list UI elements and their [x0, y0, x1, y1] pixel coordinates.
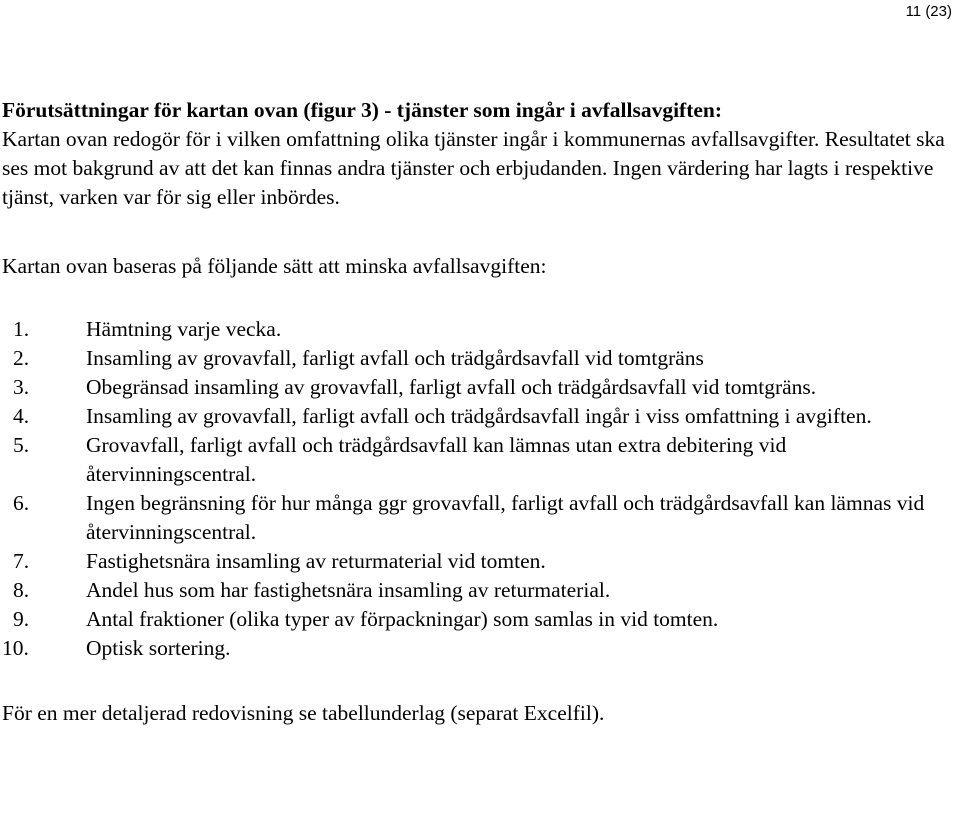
document-body: [2, 96, 952, 728]
list-item-text: Insamling av grovavfall, farligt avfall och trädgårdsavfall vid tomtgräns: [86, 346, 704, 370]
section-heading: Förutsättningar för kartan ovan (figur 3) - tjänster som ingår i avfallsavgiften:: [2, 98, 723, 122]
list-item-number: 9.: [13, 607, 30, 631]
list-item: [2, 547, 952, 576]
list-item: [2, 605, 952, 634]
list-item-number: 5.: [13, 433, 30, 457]
list-item-number: 8.: [13, 578, 30, 602]
list-item: [2, 344, 952, 373]
list-item: [2, 634, 952, 663]
criteria-intro: Kartan ovan baseras på följande sätt att minska avfallsavgiften:: [2, 254, 547, 278]
list-item-text: Hämtning varje vecka.: [86, 317, 282, 341]
list-item-text: Fastighetsnära insamling av returmaterial vid tomten.: [86, 549, 546, 573]
list-item-text: Andel hus som har fastighetsnära insamling av returmaterial.: [86, 578, 611, 602]
list-item-text: Insamling av grovavfall, farligt avfall och trädgårdsavfall ingår i viss omfattning i avgiften.: [86, 404, 872, 428]
criteria-list: [2, 315, 952, 663]
list-item-text: Antal fraktioner (olika typer av förpackningar) som samlas in vid tomten.: [86, 607, 719, 631]
list-item-text: Optisk sortering.: [86, 636, 231, 660]
list-item-number: 4.: [13, 404, 30, 428]
list-item-number: 1.: [13, 317, 30, 341]
list-item: [2, 576, 952, 605]
list-item-text: Grovavfall, farligt avfall och trädgårdsavfall kan lämnas utan extra debitering vid återvinningscentral.: [86, 433, 787, 486]
list-item-number: 2.: [13, 346, 30, 370]
footer-note: För en mer detaljerad redovisning se tabellunderlag (separat Excelfil).: [2, 701, 605, 725]
list-item-text: Obegränsad insamling av grovavfall, farligt avfall och trädgårdsavfall vid tomtgräns.: [86, 375, 817, 399]
list-item: [2, 431, 952, 489]
list-item-number: 10.: [2, 636, 29, 660]
page-number: 11 (23): [905, 3, 952, 20]
list-item-number: 7.: [13, 549, 30, 573]
list-item: [2, 402, 952, 431]
section-paragraph: Kartan ovan redogör för i vilken omfattning olika tjänster ingår i kommunernas avfallsavgifter. Resultatet ska ses mot bakgrund av att det kan finnas andra tjänster och erbjudanden. Ingen värdering har lagts i respektive tjänst, varken var för sig eller inbördes.: [2, 127, 945, 209]
list-item-text: Ingen begränsning för hur många ggr grovavfall, farligt avfall och trädgårdsavfall kan lämnas vid återvinningscentral.: [86, 491, 925, 544]
list-item: [2, 315, 952, 344]
list-item: [2, 373, 952, 402]
list-item: [2, 489, 952, 547]
list-item-number: 3.: [13, 375, 30, 399]
list-item-number: 6.: [13, 491, 30, 515]
